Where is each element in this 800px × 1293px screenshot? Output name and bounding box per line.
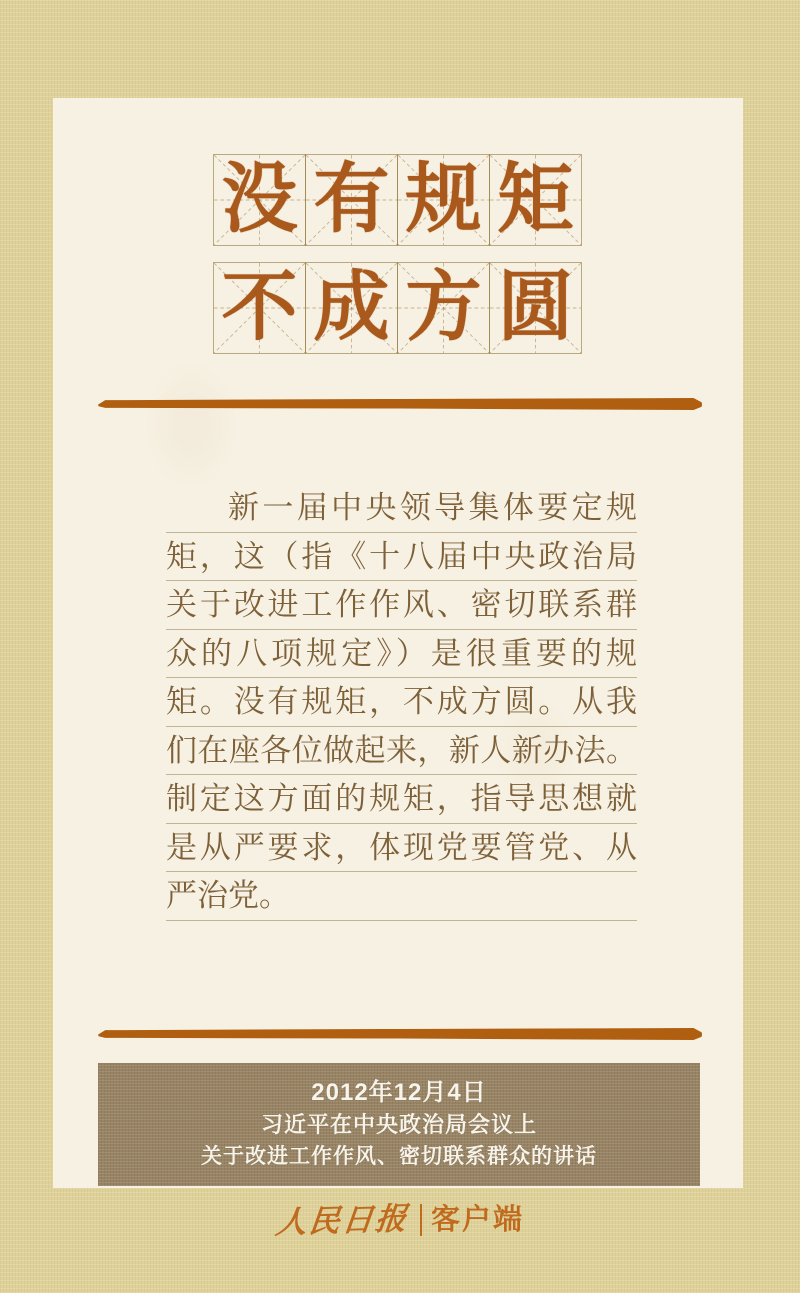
calligraphy-grid-tile <box>397 262 490 354</box>
quote-line: 关于改进工作作风、密切联系群 <box>166 581 637 630</box>
title-char: 有 <box>313 158 390 242</box>
footer-brand <box>0 1198 800 1242</box>
title-row-1 <box>213 154 585 246</box>
paper-card <box>53 98 743 1188</box>
quote-line: 矩，这（指《十八届中央政治局 <box>166 533 637 582</box>
title-char: 矩 <box>497 158 574 242</box>
title-char: 圆 <box>497 266 574 350</box>
quote-body <box>166 484 637 921</box>
attribution-date: 2012年12月4日 <box>311 1079 487 1106</box>
title-char: 没 <box>221 158 298 242</box>
calligraphy-grid-tile <box>489 262 582 354</box>
quote-line: 众的八项规定》）是很重要的规 <box>166 630 637 679</box>
quote-line: 是从严要求，体现党要管党、从 <box>166 824 637 873</box>
quote-line: 矩。没有规矩，不成方圆。从我 <box>166 678 637 727</box>
title-char: 规 <box>405 158 482 242</box>
brand-client-label: 客户端 <box>430 1203 524 1236</box>
title-row-2 <box>213 262 585 354</box>
brush-divider-top <box>98 398 702 410</box>
calligraphy-grid-tile <box>397 154 490 246</box>
title-char: 不 <box>221 266 298 350</box>
quote-line: 新一届中央领导集体要定规 <box>166 484 637 533</box>
peoples-daily-logo: 人民日报 <box>273 1200 411 1240</box>
title-char: 方 <box>405 266 482 350</box>
calligraphy-grid-tile <box>213 262 306 354</box>
attribution-topic: 关于改进工作作风、密切联系群众的讲话 <box>201 1145 597 1168</box>
brand-divider-bar <box>420 1204 422 1236</box>
brush-divider-bottom <box>98 1028 702 1040</box>
attribution-occasion: 习近平在中央政治局会议上 <box>260 1112 537 1137</box>
attribution-band <box>98 1063 700 1186</box>
calligraphy-grid-tile <box>489 154 582 246</box>
quote-line: 严治党。 <box>166 872 637 921</box>
title-char: 成 <box>313 266 390 350</box>
quote-line: 制定这方面的规矩，指导思想就 <box>166 775 637 824</box>
quote-line: 们在座各位做起来，新人新办法。 <box>166 727 637 776</box>
calligraphy-grid-tile <box>213 154 306 246</box>
calligraphy-grid-tile <box>305 262 398 354</box>
calligraphy-grid-tile <box>305 154 398 246</box>
